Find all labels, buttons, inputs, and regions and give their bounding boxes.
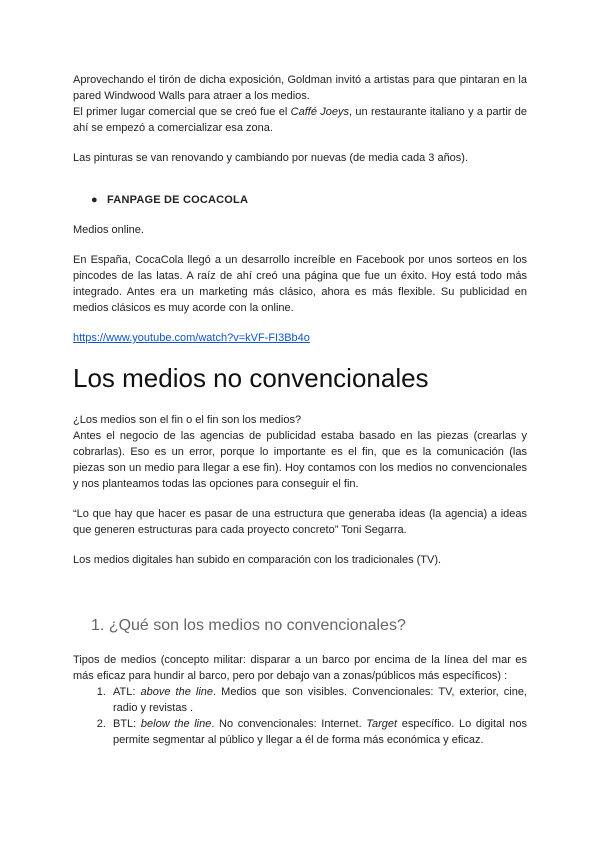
paragraph-medios-digitales: Los medios digitales han subido en comparación con los tradicionales (TV). — [73, 554, 442, 566]
paragraph-cocacola: En España, CocaCola llegó a un desarrollo increíble en Facebook por unos sorteos en los pincodes de las latas. A raíz de ahí creó una página que fue un éxito. Hoy está todo más integrado. Antes era un marketing más clásico, ahora es más flexible. Su publicidad en medios clásicos es muy acorde con la online. — [73, 254, 527, 314]
paragraph-pinturas: Las pinturas se van renovando y cambiando por nuevas (de media cada 3 años). — [73, 152, 469, 164]
document-page — [73, 72, 527, 748]
paragraph-caffe-joeys: El primer lugar comercial que se creó fue el Caffé Joeys, un restaurante italiano y a partir de ahí se empezó a comercializar esa zona. — [73, 106, 527, 134]
quote-toni-segarra: “Lo que hay que hacer es pasar de una estructura que generaba ideas (la agencia) a ideas que generen estructuras para cada proyecto concreto” Toni Segarra. — [73, 508, 527, 536]
paragraph-tipos-medios: Tipos de medios (concepto militar: disparar a un barco por encima de la línea del mar es más eficaz para hundir al barco, pero por debajo van a zonas/públicos más específicos) : — [73, 654, 527, 682]
youtube-link[interactable]: https://www.youtube.com/watch?v=kVF-FI3Bb4o — [73, 332, 310, 344]
bullet-dot-icon: ● — [91, 194, 98, 206]
list-item: 1. ATL: above the line. Medios que son visibles. Convencionales: TV, exterior, cine, radio y revistas . — [109, 684, 527, 716]
list-item: 2. BTL: below the line. No convencionales: Internet. Target específico. Lo digital nos permite segmentar al público y llegar a él de forma más económica y eficaz. — [109, 716, 527, 748]
paragraph-medios-online: Medios online. — [73, 224, 144, 236]
bullet-heading-fanpage: ● FANPAGE DE COCACOLA — [91, 194, 249, 206]
paragraph-negocio-agencias: Antes el negocio de las agencias de publicidad estaba basado en las piezas (crearlas y cobrarlas). Eso es un error, porque lo importante es el fin, que es la comunicación (las piezas son un medio para llegar a ese fin). Hoy contamos con los medios no convencionales y nos planteamos todas las opciones para conseguir el fin. — [73, 430, 527, 490]
heading-que-son: 1. ¿Qué son los medios no convencionales? — [91, 617, 406, 634]
media-types-list — [73, 684, 527, 748]
paragraph-pregunta: ¿Los medios son el fin o el fin son los medios? — [73, 414, 302, 426]
heading-medios-no-convencionales: Los medios no convencionales — [73, 363, 429, 393]
paragraph-goldman: Aprovechando el tirón de dicha exposición, Goldman invitó a artistas para que pintaran en la pared Windwood Walls para atraer a los medios. — [73, 74, 527, 102]
